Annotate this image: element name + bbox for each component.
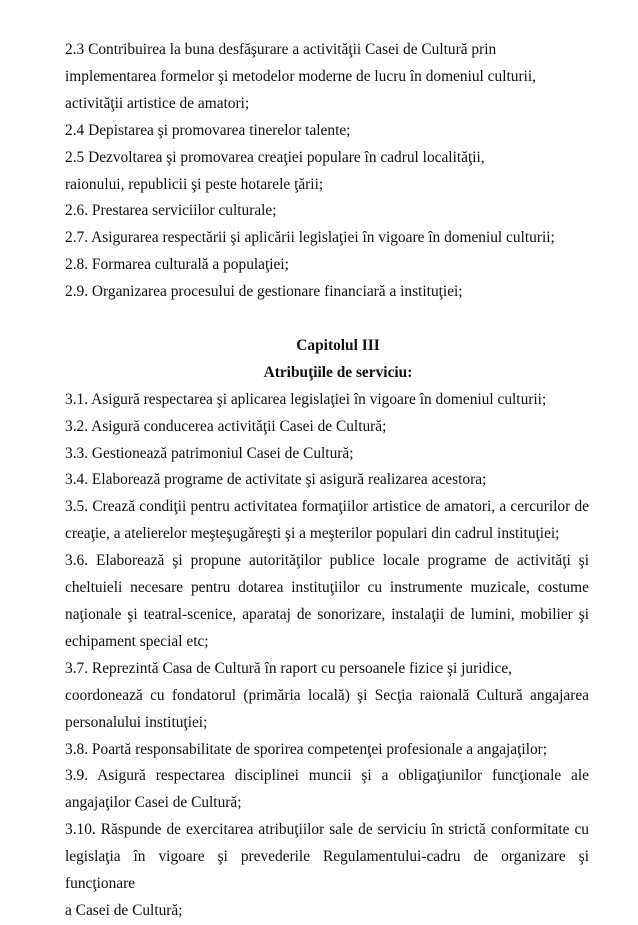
text-line-3-2: 3.2. Asigură conducerea activităţii Casei de Cultură; bbox=[65, 417, 387, 435]
text-line-3-3: 3.3. Gestionează patrimoniul Casei de Cultură; bbox=[65, 444, 354, 462]
text-line-3-9b: angajaţilor Casei de Cultură; bbox=[65, 794, 242, 812]
text-line-2-3b: implementarea formelor şi metodelor moderne de lucru în domeniul culturii, bbox=[65, 67, 536, 85]
text-line-3-7b: coordonează cu fondatorul (primăria locală) şi Secţia raională Cultură angajarea bbox=[65, 686, 589, 704]
text-line-3-10c: a Casei de Cultură; bbox=[65, 901, 183, 919]
text-line-3-9a: 3.9. Asigură respectarea disciplinei muncii şi a obligaţiunilor funcţionale ale bbox=[65, 767, 589, 785]
text-line-3-6d: echipament special etc; bbox=[65, 632, 209, 650]
text-line-3-1: 3.1. Asigură respectarea şi aplicarea legislaţiei în vigoare în domeniul culturii; bbox=[65, 390, 547, 408]
section-3-list bbox=[65, 387, 589, 925]
section-2-list bbox=[65, 37, 589, 306]
text-line-2-8: 2.8. Formarea culturală a populaţiei; bbox=[65, 256, 289, 274]
text-line-2-5b: raionului, republicii şi peste hotarele ţării; bbox=[65, 175, 324, 193]
text-line-3-6a: 3.6. Elaborează şi propune autorităţilor publice locale programe de activităţi şi bbox=[65, 552, 589, 570]
text-line-3-10b: legislaţia în vigoare şi prevederile Regulamentului-cadru de organizare şi funcţionare bbox=[65, 848, 589, 893]
text-line-3-5a: 3.5. Crează condiţii pentru activitatea formaţiilor artistice de amatori, a cercurilor de bbox=[65, 498, 589, 516]
text-line-2-7: 2.7. Asigurarea respectării şi aplicării legislaţiei în vigoare în domeniul culturii; bbox=[65, 229, 555, 247]
text-line-2-3c: activităţii artistice de amatori; bbox=[65, 94, 250, 112]
text-line-2-6: 2.6. Prestarea serviciilor culturale; bbox=[65, 202, 277, 220]
text-line-3-10a: 3.10. Răspunde de exercitarea atribuţiilor sale de serviciu în strictă conformitate cu bbox=[65, 821, 589, 839]
text-line-2-9: 2.9. Organizarea procesului de gestionare financiară a instituţiei; bbox=[65, 283, 463, 301]
text-line-2-3a: 2.3 Contribuirea la buna desfăşurare a activităţii Casei de Cultură prin bbox=[65, 41, 497, 58]
chapter-title: Capitolul III bbox=[296, 336, 380, 354]
text-line-3-4: 3.4. Elaborează programe de activitate şi asigură realizarea acestora; bbox=[65, 471, 487, 489]
text-line-3-8: 3.8. Poartă responsabilitate de sporirea competenţei profesionale a angajaţilor; bbox=[65, 740, 548, 758]
text-line-3-7c: personalului instituţiei; bbox=[65, 713, 208, 731]
paragraph-gap bbox=[65, 306, 589, 333]
text-line-3-5b: creaţie, a atelierelor meşteşugăreşti şi a meşterilor populari din cadrul instituţiei; bbox=[65, 525, 560, 543]
chapter-subtitle: Atribuţiile de serviciu: bbox=[263, 363, 413, 381]
text-line-2-4: 2.4 Depistarea şi promovarea tinerelor talente; bbox=[65, 121, 351, 139]
text-line-3-6b: cheltuieli necesare pentru dotarea instituţiilor cu instrumente muzicale, costume bbox=[65, 579, 589, 597]
text-line-3-7a: 3.7. Reprezintă Casa de Cultură în raport cu persoanele fizice şi juridice, bbox=[65, 659, 513, 677]
text-line-2-5a: 2.5 Dezvoltarea şi promovarea creaţiei populare în cadrul localităţii, bbox=[65, 148, 485, 166]
text-line-3-6c: naţionale şi teatral-scenice, aparataj de sonorizare, instalaţii de lumini, mobilier şi bbox=[65, 606, 589, 624]
